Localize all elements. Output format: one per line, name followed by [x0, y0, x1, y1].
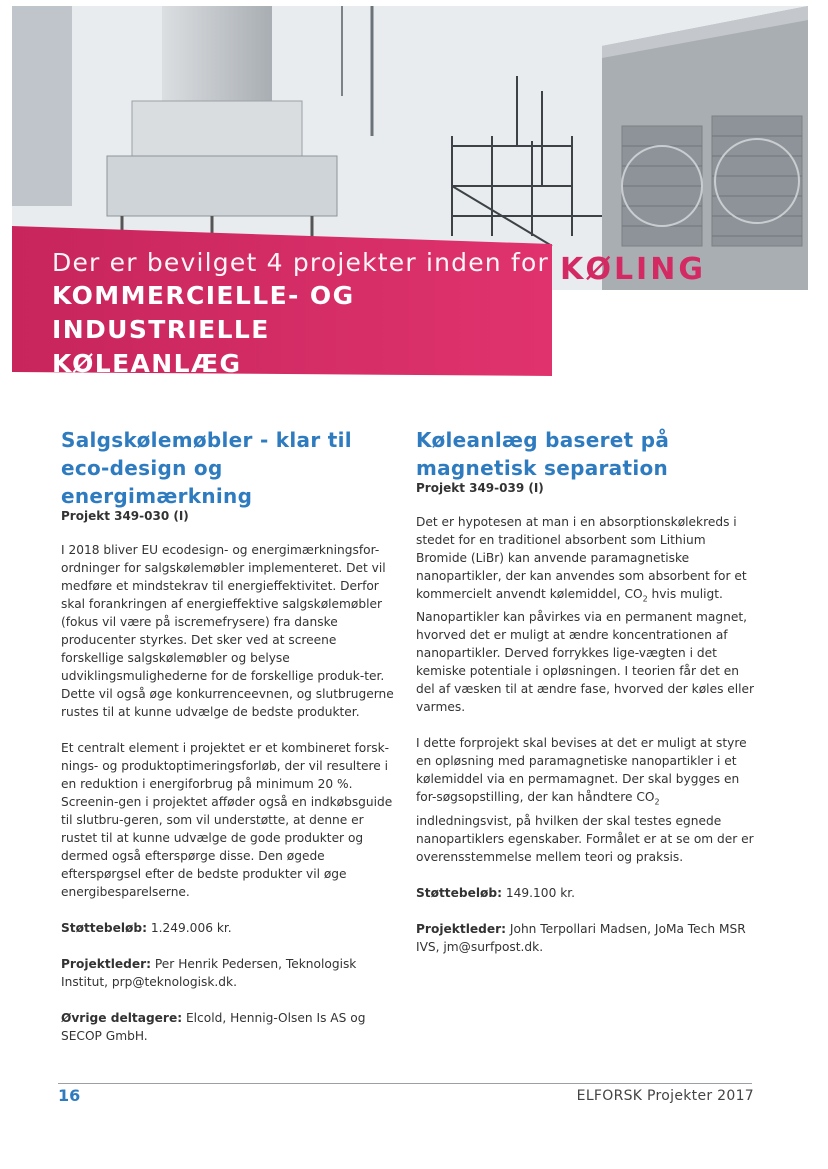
- participants-label: Øvrige deltagere:: [61, 1011, 183, 1025]
- paragraph-text: indledningsvist, på hvilken der skal testes egnede nanopartiklers egenskaber. Formålet er at se om der er overensstemmelse mellem teori og praksis.: [416, 813, 754, 864]
- leader-line: [416, 920, 756, 956]
- participants-line: [61, 1009, 401, 1045]
- leader-value: John Terpollari Madsen, JoMa Tech MSR IVS, jm@surfpost.dk.: [416, 921, 746, 954]
- article-title: Køleanlæg baseret på magnetisk separation: [416, 428, 670, 480]
- title-banner: [52, 246, 552, 381]
- leader-label: Projektleder:: [416, 921, 507, 936]
- subscript: 2: [654, 797, 660, 807]
- page-number: 16: [58, 1086, 81, 1105]
- article-paragraph: Et centralt element i projektet er et kombineret forsk-nings- og produktoptimeringsforløb, der vil resultere i en reduktion i energiforbrug på minimum 20 %. Screenin-gen i projektet afføder også en indkøbsguide til slutbru-geren, som vil understøtte, at denne er rustet til at kunne udvælge de gode produkter og dermed også efterspørge disse. Den øgede efterspørgsel efter de bedste produkter vil øge energibesparelserne.: [61, 741, 393, 899]
- banner-heading-line1: KOMMERCIELLE- OG INDUSTRIELLE: [52, 281, 355, 344]
- project-number: Projekt 349-030 (I): [61, 509, 189, 523]
- funding-value: 149.100 kr.: [505, 885, 576, 900]
- banner-intro: Der er bevilget 4 projekter inden for: [52, 248, 549, 277]
- article-paragraph: [416, 513, 756, 716]
- funding-value: 1.249.006 kr.: [150, 921, 232, 935]
- funding-line: [416, 884, 756, 902]
- funding-label: Støttebeløb:: [416, 885, 503, 900]
- footer-divider: [58, 1083, 752, 1084]
- article-paragraph: I 2018 bliver EU ecodesign- og energimærkningsfor-ordninger for salgskølemøbler implementeret. Det vil medføre et mindstekrav til energieffektivitet. Derfor skal forankringen af energieffektive salgskølemøbler (fokus vil være på iscremefrysere) fra danske producenter styrkes. Det sker ved at screene forskellige salgskølemøbler og belyse udviklingsmulighederne for de forskellige produk-ter. Dette vil også øge konkurrenceevnen, og slutbrugerne rustes til at kunne udvælge de bedste produkter.: [61, 543, 394, 719]
- project-article-left: [61, 426, 401, 1045]
- leader-line: [61, 955, 401, 991]
- publication-title: ELFORSK Projekter 2017: [576, 1088, 754, 1104]
- funding-line: [61, 919, 401, 937]
- leader-value: Per Henrik Pedersen, Teknologisk Institut, prp@teknologisk.dk.: [61, 957, 357, 989]
- participants-value: Elcold, Hennig-Olsen Is AS og SECOP GmbH.: [61, 1011, 366, 1043]
- article-paragraph: [416, 734, 756, 865]
- funding-label: Støttebeløb:: [61, 921, 148, 935]
- project-number: Projekt 349-039 (I): [416, 481, 544, 495]
- paragraph-text: I dette forprojekt skal bevises at det er muligt at styre en opløsning med paramagnetiske nanopartikler i et kølemiddel via en permamagnet. Der skal bygges en for-søgsopstilling, der kan håndtere CO: [416, 736, 747, 805]
- paragraph-text: Det er hypotesen at man i en absorptionskølekreds i stedet for en traditionel absorbent som Lithium Bromide (LiBr) kan anvende paramagnetiske nanopartikler, der kan anvendes som absorbent for et kommercielt anvendt kølemiddel, CO: [416, 515, 747, 601]
- category-label: KØLING: [560, 252, 706, 287]
- banner-heading-line2: KØLEANLÆG: [52, 349, 242, 378]
- paragraph-text: hvis muligt. Nanopartikler kan påvirkes via en permanent magnet, hvorved det er muligt at ændre koncentrationen af nanopartikler. Derved forrykkes lige-vægten i det kemiske potentiale i opløsningen. I teorien får det en del af væsken til at ændre fase, hvorved der køles eller varmes.: [416, 587, 755, 715]
- article-title: Salgskølemøbler - klar til eco-design og energimærkning: [61, 428, 352, 508]
- subscript: 2: [642, 594, 648, 604]
- project-article-right: [416, 426, 756, 956]
- leader-label: Projektleder:: [61, 957, 152, 971]
